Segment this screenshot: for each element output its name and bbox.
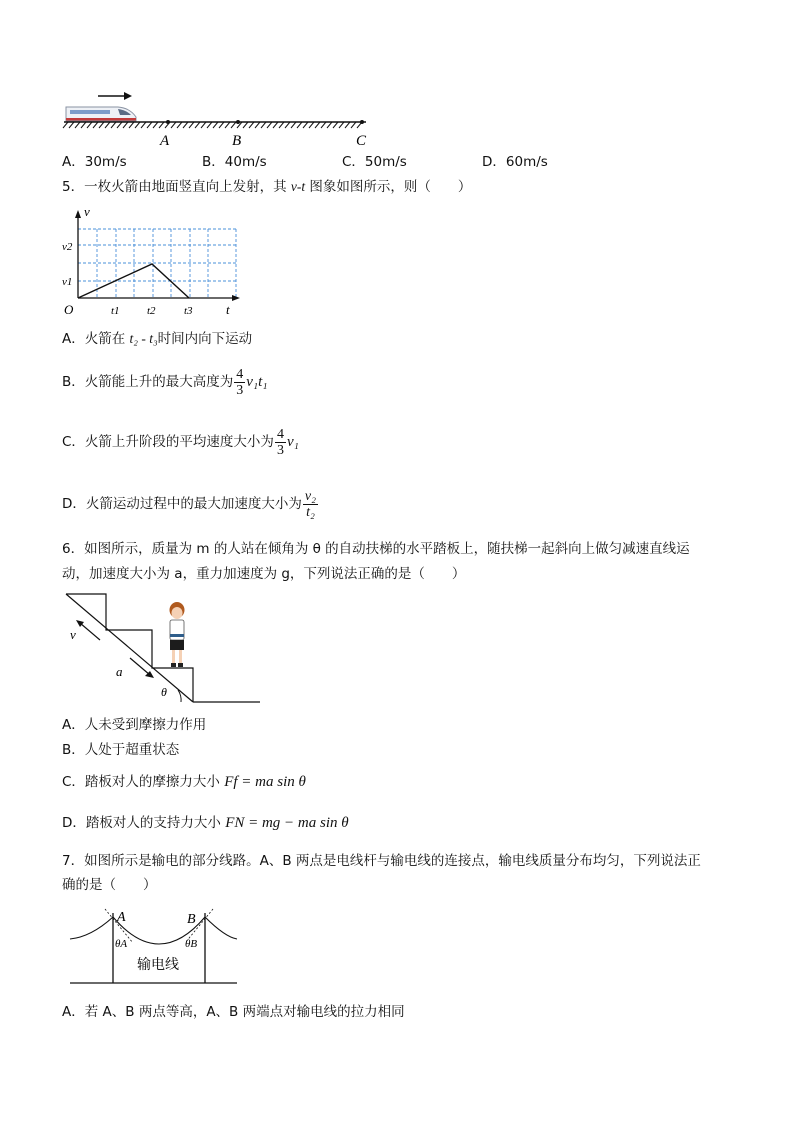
q4-figure — [60, 80, 380, 152]
wire-right — [205, 917, 237, 939]
tick-t3: t3 — [184, 305, 193, 317]
q5-c-tail: v₁ — [286, 434, 299, 450]
q6-c-eq: Ff = ma sin θ — [224, 774, 306, 790]
q6-d-pre: D．踏板对人的支持力大小 — [62, 815, 226, 831]
train-icon — [66, 107, 136, 121]
q5-a-mid: t₂ - t₃ — [129, 331, 158, 346]
q6-escalator-figure — [60, 590, 265, 708]
tick-v1: v1 — [62, 276, 73, 288]
q5-stem-post: 图象如图所示，则（ ） — [305, 179, 472, 195]
q5-d-pre: D．火箭运动过程中的最大加速度大小为 — [62, 496, 302, 512]
q5-option-d[interactable] — [62, 484, 319, 524]
label-b: B — [187, 912, 196, 927]
q5-d-den: t₂ — [306, 504, 315, 520]
ground-hatch — [63, 122, 362, 128]
q5-option-a[interactable] — [62, 330, 252, 348]
label-theta-b: θB — [185, 938, 198, 950]
q6-option-a[interactable]: A．人未受到摩擦力作用 — [62, 717, 207, 733]
acceleration-label: a — [116, 664, 123, 679]
label-b: B — [232, 133, 242, 149]
q5-c-num: 4 — [276, 426, 284, 442]
origin-label: O — [64, 302, 74, 317]
q5-a-pre: A．火箭在 — [62, 331, 130, 347]
label-theta-a: θA — [115, 938, 128, 950]
point-b — [236, 120, 240, 124]
q5-c-pre: C．火箭上升阶段的平均速度大小为 — [62, 434, 274, 450]
q5-stem-pre: 5．一枚火箭由地面竖直向上发射，其 — [62, 179, 291, 195]
tick-t2: t2 — [147, 305, 156, 317]
tick-v2: v2 — [62, 241, 73, 253]
velocity-arrow — [80, 623, 100, 640]
arrow-head — [124, 92, 132, 100]
wire-label: 输电线 — [137, 958, 179, 973]
tick-t1: t1 — [111, 305, 120, 317]
wire-left — [70, 917, 113, 939]
q5-d-fraction — [303, 489, 318, 520]
q5-stem-var: v-t — [290, 179, 306, 194]
q7-stem-line2: 确的是（ ） — [62, 877, 157, 893]
q6-option-b[interactable]: B．人处于超重状态 — [62, 742, 180, 758]
q5-b-tail: v₁t₁ — [246, 374, 268, 390]
theta-label: θ — [161, 685, 167, 699]
y-axis-arrow — [75, 210, 81, 218]
q5-c-den: 3 — [276, 442, 284, 458]
point-c — [360, 120, 364, 124]
person-icon — [170, 602, 185, 667]
q4-option-a[interactable]: A．30m/s — [62, 154, 127, 170]
label-a: A — [117, 910, 126, 925]
q5-a-post: 时间内向下运动 — [157, 331, 253, 347]
q5-b-den: 3 — [236, 382, 244, 398]
q6-stem-line2: 动，加速度大小为 a，重力加速度为 g，下列说法正确的是（ ） — [62, 566, 466, 582]
q6-stem-line1: 6．如图所示，质量为 m 的人站在倾角为 θ 的自动扶梯的水平踏板上，随扶梯一起斜向上做匀减速直线运 — [62, 541, 690, 557]
q7-stem-line1: 7．如图所示是输电的部分线路。A、B 两点是电线杆与输电线的连接点，输电线质量分布均匀，下列说法正 — [62, 853, 701, 869]
q4-option-b[interactable]: B．40m/s — [202, 154, 267, 170]
y-axis-label: v — [84, 204, 90, 219]
x-axis-label: t — [226, 302, 230, 317]
q7-option-a[interactable]: A．若 A、B 两点等高，A、B 两端点对输电线的拉力相同 — [62, 1004, 405, 1020]
q5-option-c[interactable] — [62, 422, 299, 462]
q4-option-c[interactable]: C．50m/s — [342, 154, 407, 170]
q5-vt-graph — [60, 200, 250, 322]
q6-d-eq: FN = mg − ma sin θ — [225, 815, 349, 831]
point-a — [166, 120, 170, 124]
q6-option-c[interactable] — [62, 773, 306, 791]
q4-option-d[interactable]: D．60m/s — [482, 154, 548, 170]
q6-option-d[interactable] — [62, 814, 349, 832]
q5-b-pre: B．火箭能上升的最大高度为 — [62, 374, 234, 390]
acceleration-arrow — [130, 658, 150, 675]
q5-b-num: 4 — [236, 366, 244, 382]
q6-c-pre: C．踏板对人的摩擦力大小 — [62, 774, 225, 790]
q5-b-fraction — [234, 367, 245, 398]
q5-d-num: v₂ — [304, 488, 316, 504]
q5-stem — [62, 178, 471, 196]
q5-option-b[interactable] — [62, 362, 268, 402]
q7-powerline-figure — [65, 905, 245, 987]
q5-c-fraction — [275, 427, 286, 458]
label-a: A — [160, 133, 170, 149]
velocity-label: v — [70, 627, 76, 642]
label-c: C — [356, 133, 367, 149]
